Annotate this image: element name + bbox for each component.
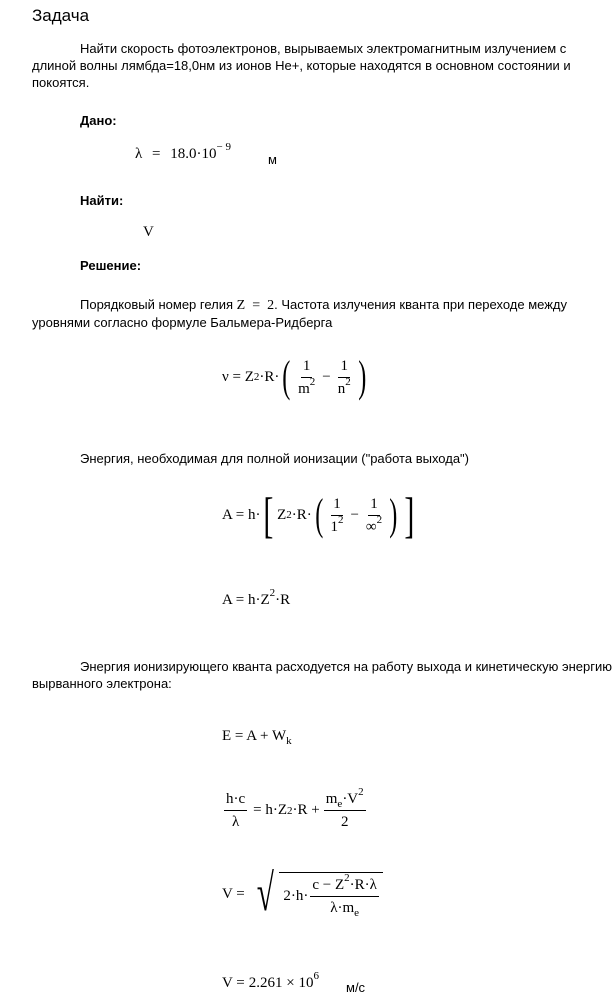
fraction-1-over-n2 (336, 357, 353, 398)
nu-mid: ·R· (259, 368, 280, 385)
minus-sign: − (350, 506, 359, 523)
solution-paragraph-1 (32, 296, 612, 331)
solution-paragraph-3: Энергия ионизирующего кванта расходуется на работу выхода и кинетическую энергию вырванного электрона: (32, 659, 612, 691)
formula-work-function-short (222, 587, 291, 609)
solution-paragraph-2: Энергия, необходимая для полной ионизации ("работа выхода") (80, 451, 469, 466)
find-variable: V (143, 224, 154, 240)
numerator: 1 (331, 495, 343, 516)
a-lhs: A = h· (222, 506, 261, 523)
mass-symbol: m (325, 791, 338, 807)
fraction-hc-over-lambda (224, 790, 247, 831)
numerator: h·c (224, 790, 247, 811)
fraction-velocity (310, 871, 379, 919)
fraction-1-over-m2 (296, 357, 317, 398)
para1-before: Порядковый номер гелия (80, 297, 234, 312)
formula-work-function-full: A = h· [ Z 2 ·R· ( $\frac{1}{1^2}$ − $\frac{1}{\infty^2}$ ) ] (222, 487, 415, 543)
left-paren: ( (282, 352, 291, 401)
radicand-prefix: 2·h· (283, 887, 309, 904)
lambda-value: 18.0·10 (170, 146, 217, 162)
den-text: λ·m (330, 899, 355, 916)
den-exponent: 2 (309, 375, 316, 388)
den-base: m (298, 380, 310, 397)
result-lhs: V = (222, 975, 245, 991)
velocity-symbol: ·V (342, 791, 359, 807)
fraction-kinetic (324, 786, 366, 831)
a-short-rhs: ·R (275, 592, 291, 608)
right-paren: ) (389, 490, 398, 539)
den-exponent: 2 (376, 513, 383, 526)
num-text: c − Z (312, 876, 345, 893)
z-symbol: Z (277, 506, 287, 523)
denominator (364, 513, 384, 536)
minus-sign: − (322, 368, 331, 385)
fraction-1-over-1sq (328, 495, 345, 536)
mass-subscript: e (337, 798, 343, 810)
find-heading: Найти: (80, 193, 124, 208)
para1-after: . Частота излучения кванта при переходе между уровнями согласно формуле Бальмера-Ридберга (32, 297, 568, 330)
w-subscript: k (286, 735, 292, 747)
numerator (324, 786, 366, 811)
a-mid: ·R· (291, 506, 312, 523)
fraction-1-over-infinity-sq (364, 495, 384, 536)
den-exponent: 2 (337, 513, 344, 526)
left-bracket: [ (263, 487, 274, 543)
left-paren: ( (315, 490, 324, 539)
numerator: 1 (338, 357, 350, 378)
z-value-expr: Z = 2 (236, 298, 275, 313)
given-lambda-formula (135, 141, 231, 163)
lambda-symbol: λ (135, 146, 143, 162)
den-base: 1 (330, 518, 338, 535)
z-exponent: 2 (269, 587, 276, 599)
lambda-unit: м (268, 152, 277, 167)
solution-heading: Решение: (80, 258, 142, 273)
numerator (310, 871, 379, 897)
radicand (279, 872, 383, 917)
radical-sign: √ (256, 865, 274, 922)
balance-middle-rest: ·R + (292, 802, 320, 818)
denominator (296, 375, 317, 398)
num-exponent: 2 (344, 871, 350, 884)
denominator (336, 375, 353, 398)
result-exponent: 6 (313, 970, 319, 982)
denominator: 2 (340, 814, 349, 830)
a-short-lhs: A = h·Z (222, 592, 270, 608)
velocity-exponent: 2 (358, 786, 364, 798)
given-heading: Дано: (80, 113, 117, 128)
nu-lhs: ν = Z (222, 368, 254, 385)
formula-balmer-rydberg: ν = Z 2 ·R· ( $\frac{1}{m^2}$ − $\frac{1}{n^2}$ ) (222, 352, 367, 401)
right-paren: ) (358, 352, 367, 401)
num-rest: ·R·λ (349, 876, 377, 893)
v-lhs: V = (222, 885, 245, 902)
energy-text: E = A + W (222, 728, 287, 744)
balance-middle: = h·Z (253, 802, 288, 818)
formula-energy-balance: $\frac{h\cdot c}{\lambda}$ = h·Z 2 ·R + $\frac{m_e\cdot V^2}{2}$ (226, 786, 364, 830)
lambda-exponent: − 9 (216, 141, 231, 153)
result-unit: м/с (346, 980, 366, 995)
numerator: 1 (301, 357, 313, 378)
den-base: ∞ (365, 518, 377, 535)
formula-velocity (222, 865, 383, 922)
denominator (328, 897, 361, 917)
den-exponent: 2 (345, 375, 351, 388)
result-formula (222, 970, 319, 992)
equals-sign: = (152, 146, 161, 162)
denominator (328, 513, 345, 536)
right-bracket: ] (404, 487, 415, 543)
numerator: 1 (368, 495, 380, 516)
den-subscript: e (354, 906, 360, 919)
den-base: n (337, 380, 346, 397)
denominator: λ (231, 814, 240, 830)
formula-energy (222, 728, 292, 745)
result-value: 2.261 × 10 (248, 975, 314, 991)
problem-statement: Найти скорость фотоэлектронов, вырываемых электромагнитным излучением с длиной волны лямбда=18,0нм из ионов He+, которые находятся в основном состоянии и покоятся. (32, 41, 571, 90)
page-title: Задача (32, 6, 90, 25)
square-root (251, 865, 383, 922)
